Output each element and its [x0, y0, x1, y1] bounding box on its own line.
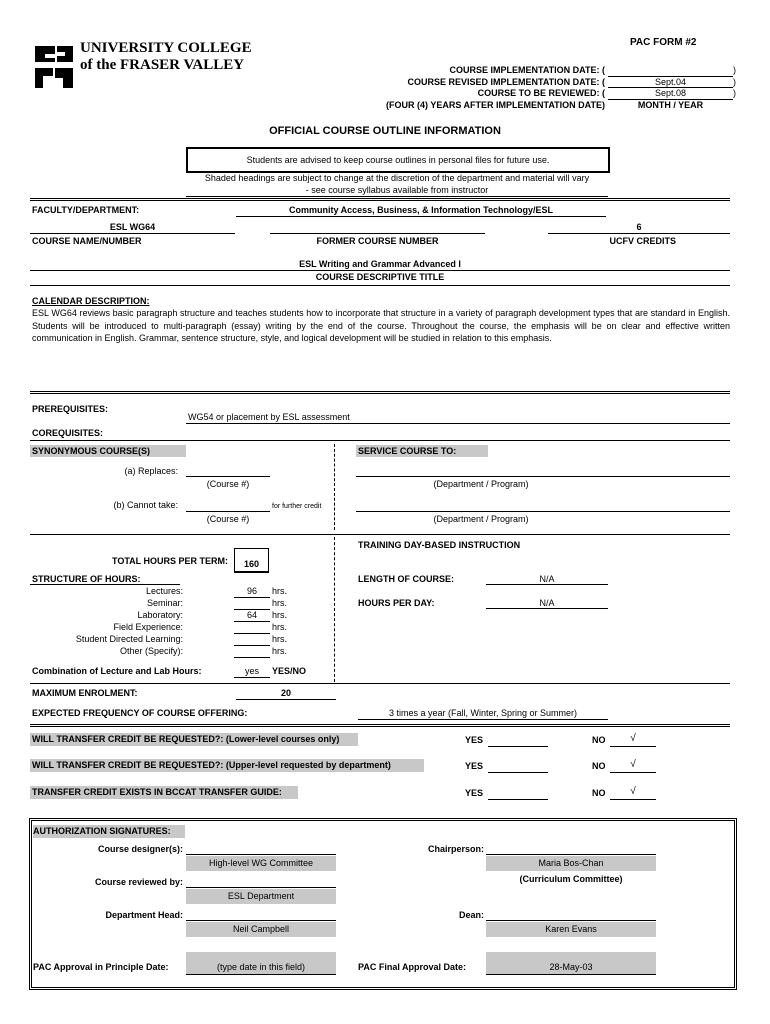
hours-row-value[interactable]: 96: [234, 586, 270, 598]
transfer-yes-label: YES: [465, 735, 484, 745]
hours-row-label: Seminar:: [146, 598, 183, 608]
review-date-label: COURSE TO BE REVIEWED: (: [477, 88, 605, 98]
pac-final-value[interactable]: 28-May-03: [486, 952, 656, 974]
course-name-label: COURSE NAME/NUMBER: [32, 236, 142, 246]
total-hours-value[interactable]: 160: [234, 548, 269, 573]
hours-row-unit: hrs.: [272, 646, 288, 656]
calendar-text[interactable]: ESL WG64 reviews basic paragraph structure and teaches students how to incorporate that structure in a variety of paragraph development types that are standard in English. Students will be introduced to multi-paragraph (essay) writing by the end of the course. Throughout the course, the emphasis will be on clear and effective written communication in English. Grammar, sentence structure, style, and logical development will be studied in relation to this emphasis.: [32, 308, 730, 343]
four-years-label: (FOUR (4) YEARS AFTER IMPLEMENTATION DATE): [386, 99, 605, 110]
length-value[interactable]: N/A: [539, 574, 555, 584]
logo-line-2: of the FRASER VALLEY: [80, 57, 245, 73]
transfer-question: WILL TRANSFER CREDIT BE REQUESTED?: (Upper-level requested by department): [30, 759, 424, 772]
hours-row-label: Student Directed Learning:: [75, 634, 183, 644]
dean-value[interactable]: Karen Evans: [486, 922, 656, 937]
transfer-yes-label: YES: [465, 761, 484, 771]
perday-label: HOURS PER DAY:: [358, 598, 435, 608]
former-course-label: FORMER COURSE NUMBER: [316, 236, 439, 246]
hours-row-value[interactable]: [234, 598, 270, 610]
logo-line-1: UNIVERSITY COLLEGE: [80, 40, 252, 56]
transfer-yes-field[interactable]: [488, 761, 548, 773]
head-label: Department Head:: [105, 910, 183, 920]
review-date-field[interactable]: Sept.08: [608, 88, 733, 100]
revised-date-field[interactable]: Sept.04: [608, 77, 733, 89]
auth-label: AUTHORIZATION SIGNATURES:: [33, 825, 185, 838]
impl-date-field[interactable]: [608, 65, 733, 77]
length-label: LENGTH OF COURSE:: [358, 574, 454, 584]
transfer-no-checkmark[interactable]: √: [610, 786, 656, 800]
chair-label: Chairperson:: [427, 844, 484, 854]
cannot-take-hint: (Course #): [206, 514, 250, 524]
ufv-logo-icon: [33, 42, 75, 92]
transfer-no-label: NO: [592, 735, 606, 745]
hours-row-unit: hrs.: [272, 622, 288, 632]
further-credit-label: for further credit: [272, 503, 322, 510]
synonymous-label: SYNONYMOUS COURSE(S): [30, 445, 186, 457]
pac-principle-value[interactable]: (type date in this field): [186, 952, 336, 974]
hours-row-value[interactable]: [234, 634, 270, 646]
designer-value[interactable]: High-level WG Committee: [186, 856, 336, 871]
date-labels: [340, 65, 605, 111]
page-title: OFFICIAL COURSE OUTLINE INFORMATION: [269, 125, 501, 137]
faculty-label: FACULTY/DEPARTMENT:: [32, 205, 140, 215]
hours-row-value[interactable]: [234, 646, 270, 658]
form-number: PAC FORM #2: [630, 37, 697, 48]
structure-label: STRUCTURE OF HOURS:: [32, 574, 141, 584]
course-title-label: COURSE DESCRIPTIVE TITLE: [315, 272, 445, 282]
transfer-no-label: NO: [592, 761, 606, 771]
impl-date-label: COURSE IMPLEMENTATION DATE: (: [449, 65, 605, 75]
notice-line-2: Shaded headings are subject to change at the discretion of the department and material will vary: [204, 173, 590, 183]
pac-final-label: PAC Final Approval Date:: [358, 962, 467, 972]
transfer-no-label: NO: [592, 788, 606, 798]
hours-row-unit: hrs.: [272, 634, 288, 644]
logo: [33, 42, 75, 94]
hours-row-unit: hrs.: [272, 610, 288, 620]
prereq-label: PREREQUISITES:: [32, 404, 109, 414]
pac-principle-label: PAC Approval in Principle Date:: [33, 962, 169, 972]
credits-value[interactable]: 6: [636, 222, 642, 232]
notice-shaded: [188, 172, 606, 196]
course-name-value[interactable]: ESL WG64: [109, 222, 156, 232]
designer-label: Course designer(s):: [97, 844, 183, 854]
logo-text: [80, 40, 252, 74]
service-dept-hint-2: (Department / Program): [433, 514, 529, 524]
notice-line-1: Students are advised to keep course outlines in personal files for future use.: [246, 155, 550, 165]
frequency-label: EXPECTED FREQUENCY OF COURSE OFFERING:: [32, 708, 248, 718]
calendar-label: CALENDAR DESCRIPTION:: [32, 296, 150, 306]
hours-row-unit: hrs.: [272, 586, 288, 596]
frequency-value[interactable]: 3 times a year (Fall, Winter, Spring or Summer): [388, 708, 578, 718]
hours-row-value[interactable]: 64: [234, 610, 270, 622]
revised-date-label: COURSE REVISED IMPLEMENTATION DATE: (: [407, 76, 605, 87]
chair-value[interactable]: Maria Bos-Chan: [486, 856, 656, 871]
transfer-no-checkmark[interactable]: √: [610, 759, 656, 773]
head-value[interactable]: Neil Campbell: [186, 922, 336, 937]
transfer-question: WILL TRANSFER CREDIT BE REQUESTED?: (Lower-level courses only): [30, 733, 358, 746]
notice-box: [186, 147, 610, 173]
notice-line-3: - see course syllabus available from instructor: [305, 185, 489, 195]
chair-note: (Curriculum Committee): [519, 874, 623, 884]
transfer-yes-field[interactable]: [488, 788, 548, 800]
prereq-value[interactable]: WG54 or placement by ESL assessment: [188, 412, 350, 422]
perday-value[interactable]: N/A: [539, 598, 555, 608]
faculty-value[interactable]: Community Access, Business, & Information Technology/ESL: [288, 205, 554, 215]
dean-label: Dean:: [458, 910, 484, 920]
service-dept-hint-1: (Department / Program): [433, 479, 529, 489]
enrolment-label: MAXIMUM ENROLMENT:: [32, 688, 138, 698]
service-label: SERVICE COURSE TO:: [356, 445, 488, 457]
transfer-yes-field[interactable]: [488, 735, 548, 747]
hours-row-label: Other (Specify):: [119, 646, 183, 656]
hours-row-label: Laboratory:: [137, 610, 183, 620]
hours-row-value[interactable]: [234, 622, 270, 634]
course-title-value[interactable]: ESL Writing and Grammar Advanced I: [299, 259, 461, 269]
coreq-label: COREQUISITES:: [32, 428, 104, 438]
date-close-parens: ) ) ): [733, 65, 736, 98]
training-label: TRAINING DAY-BASED INSTRUCTION: [358, 540, 521, 550]
transfer-yes-label: YES: [465, 788, 484, 798]
hours-row-label: Field Experience:: [113, 622, 183, 632]
combo-value[interactable]: yes: [244, 666, 259, 676]
date-values: [608, 65, 733, 111]
replaces-label: (a) Replaces:: [124, 466, 178, 476]
combo-label: Combination of Lecture and Lab Hours:: [32, 666, 202, 676]
reviewed-label: Course reviewed by:: [94, 877, 183, 887]
transfer-no-checkmark[interactable]: √: [610, 733, 656, 747]
enrolment-value[interactable]: 20: [280, 688, 291, 698]
credits-label: UCFV CREDITS: [609, 236, 676, 246]
month-year-label: MONTH / YEAR: [637, 99, 704, 110]
replaces-hint: (Course #): [206, 479, 250, 489]
reviewed-value[interactable]: ESL Department: [186, 889, 336, 904]
combo-options: YES/NO: [272, 666, 307, 676]
hours-row-label: Lectures:: [145, 586, 183, 596]
transfer-question: TRANSFER CREDIT EXISTS IN BCCAT TRANSFER GUIDE:: [30, 786, 298, 799]
hours-row-unit: hrs.: [272, 598, 288, 608]
cannot-take-label: (b) Cannot take:: [113, 500, 178, 510]
total-hours-label: TOTAL HOURS PER TERM:: [111, 556, 228, 566]
